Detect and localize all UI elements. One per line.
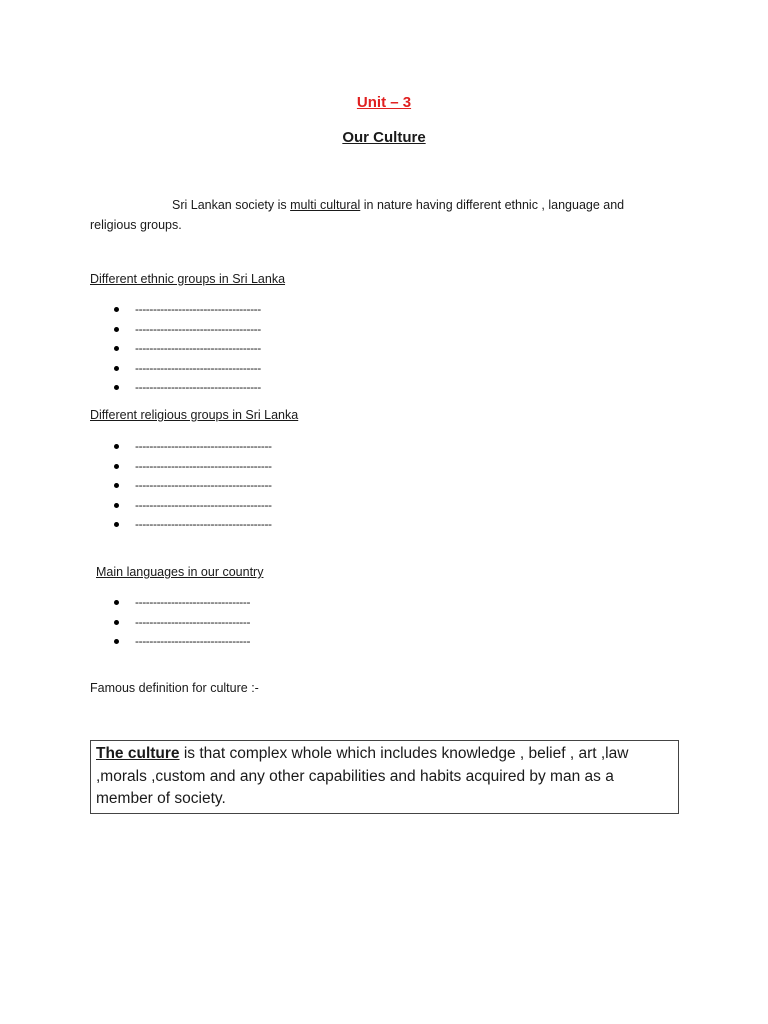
languages-list-item: --------------------------------	[90, 593, 250, 613]
intro-paragraph	[90, 196, 650, 235]
bullet-icon	[114, 327, 119, 332]
ethnic-list-item: -----------------------------------	[90, 339, 261, 359]
page-title: Our Culture	[342, 129, 426, 146]
bullet-icon	[114, 444, 119, 449]
ethnic-section	[90, 272, 285, 286]
intro-text-after: in nature having different ethnic , language and religious groups.	[90, 198, 625, 232]
bullet-icon	[114, 522, 119, 527]
definition-term: The culture	[96, 745, 180, 762]
definition-box	[90, 740, 679, 814]
religious-list-item: --------------------------------------	[90, 515, 272, 535]
religious-list-item: --------------------------------------	[90, 437, 272, 457]
definition-text: is that complex whole which includes knowledge , belief , art ,law ,morals ,custom and any other capabilities and habits acquired by man as a member of society.	[96, 745, 629, 807]
bullet-icon	[114, 503, 119, 508]
intro-highlight: multi cultural	[290, 198, 361, 212]
bullet-icon	[114, 385, 119, 390]
intro-text-before: Sri Lankan society is	[172, 198, 291, 212]
religious-section	[90, 408, 298, 422]
bullet-icon	[114, 620, 119, 625]
definition-label: Famous definition for culture :-	[90, 681, 259, 695]
unit-title: Unit – 3	[356, 94, 412, 111]
ethnic-heading: Different ethnic groups in Sri Lanka	[90, 272, 286, 286]
bullet-icon	[114, 483, 119, 488]
ethnic-list-item: -----------------------------------	[90, 378, 261, 398]
religious-heading: Different religious groups in Sri Lanka	[90, 408, 299, 422]
religious-list-item: --------------------------------------	[90, 457, 272, 477]
languages-list	[90, 593, 250, 652]
bullet-icon	[114, 366, 119, 371]
ethnic-list-item: -----------------------------------	[90, 300, 261, 320]
bullet-icon	[114, 464, 119, 469]
bullet-icon	[114, 346, 119, 351]
bullet-icon	[114, 600, 119, 605]
bullet-icon	[114, 639, 119, 644]
bullet-icon	[114, 307, 119, 312]
ethnic-list-item: -----------------------------------	[90, 359, 261, 379]
religious-list	[90, 437, 272, 535]
languages-section	[96, 565, 263, 579]
languages-list-item: --------------------------------	[90, 613, 250, 633]
religious-list-item: --------------------------------------	[90, 476, 272, 496]
languages-heading: Main languages in our country	[96, 565, 264, 579]
religious-list-item: --------------------------------------	[90, 496, 272, 516]
languages-list-item: --------------------------------	[90, 632, 250, 652]
ethnic-list	[90, 300, 261, 398]
ethnic-list-item: -----------------------------------	[90, 320, 261, 340]
